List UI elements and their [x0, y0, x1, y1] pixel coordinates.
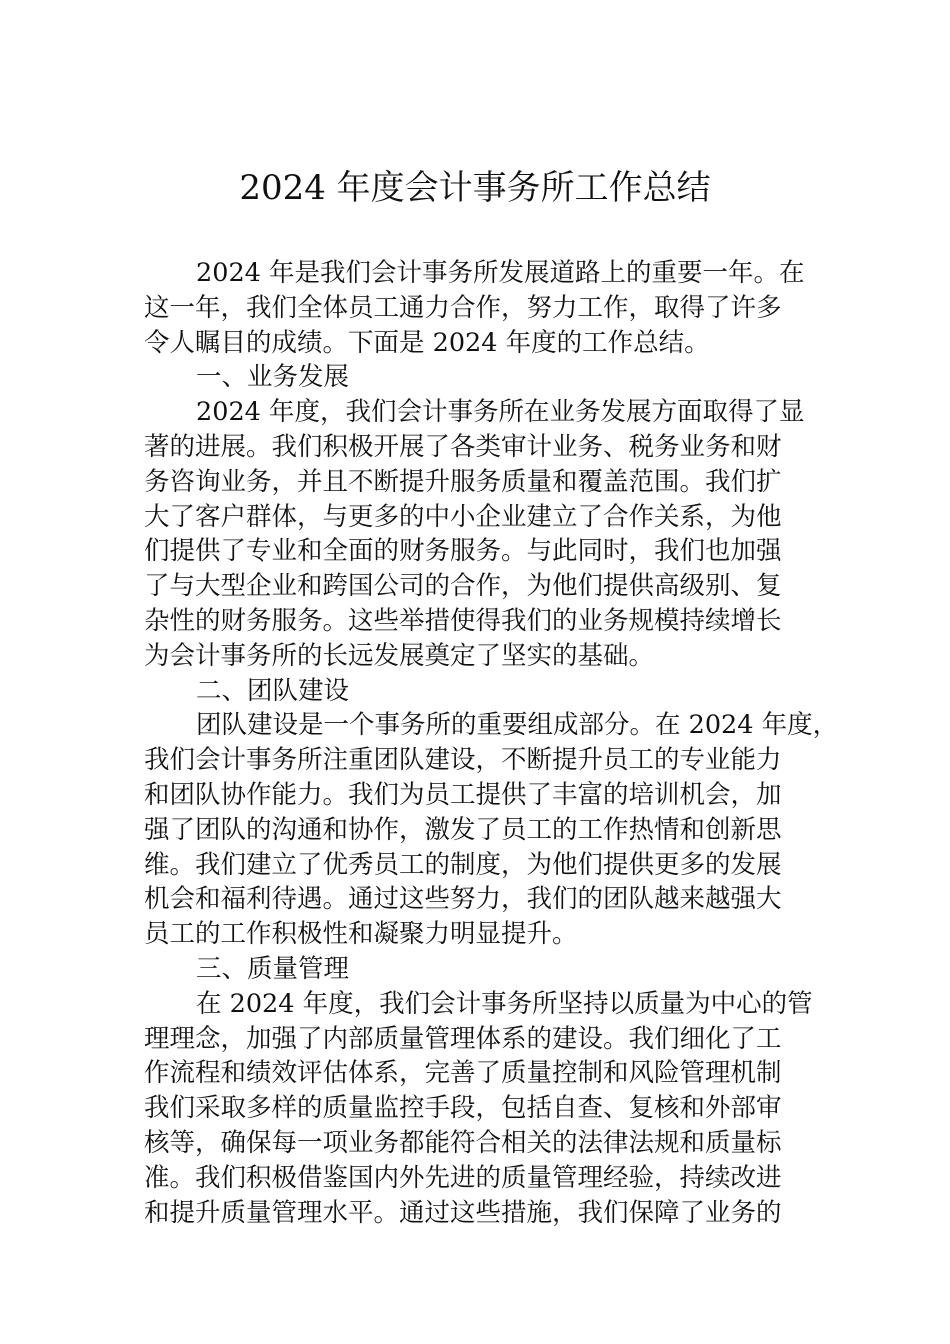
- text-line: 我们会计事务所注重团队建设，不断提升员工的专业能力: [144, 745, 782, 776]
- text-line: 三、质量管理: [196, 953, 350, 984]
- text-line: 核等，确保每一项业务都能符合相关的法律法规和质量标: [144, 1127, 782, 1158]
- text-line: 务咨询业务，并且不断提升服务质量和覆盖范围。我们扩: [144, 466, 782, 497]
- text-line: 维。我们建立了优秀员工的制度，为他们提供更多的发展: [144, 849, 782, 880]
- text-line: 和提升质量管理水平。通过这些措施，我们保障了业务的: [144, 1197, 782, 1228]
- text-line: 了与大型企业和跨国公司的合作，为他们提供高级别、复: [144, 571, 782, 602]
- text-line: 准。我们积极借鉴国内外先进的质量管理经验，持续改进: [144, 1162, 782, 1193]
- text-line: 理理念，加强了内部质量管理体系的建设。我们细化了工: [144, 1023, 782, 1054]
- text-line: 强了团队的沟通和协作，激发了员工的工作热情和创新思: [144, 814, 782, 845]
- text-line: 们提供了专业和全面的财务服务。与此同时，我们也加强: [144, 536, 782, 567]
- text-line: 这一年，我们全体员工通力合作，努力工作，取得了许多: [144, 292, 782, 323]
- text-line: 2024 年是我们会计事务所发展道路上的重要一年。在: [196, 258, 805, 288]
- text-line: 在 2024 年度，我们会计事务所坚持以质量为中心的管: [196, 988, 813, 1019]
- text-line: 2024 年度，我们会计事务所在业务发展方面取得了显: [196, 397, 805, 428]
- text-line: 作流程和绩效评估体系，完善了质量控制和风险管理机制: [144, 1058, 782, 1089]
- text-line: 著的进展。我们积极开展了各类审计业务、税务业务和财: [144, 431, 782, 462]
- text-line: 大了客户群体，与更多的中小企业建立了合作关系，为他: [144, 501, 782, 532]
- document-body: [144, 256, 839, 1230]
- document-title: 2024 年度会计事务所工作总结: [239, 168, 711, 208]
- text-line: 和团队协作能力。我们为员工提供了丰富的培训机会，加: [144, 779, 782, 810]
- text-line: 我们采取多样的质量监控手段，包括自查、复核和外部审: [144, 1093, 782, 1124]
- text-line: 为会计事务所的长远发展奠定了坚实的基础。: [144, 640, 655, 671]
- text-line: 机会和福利待遇。通过这些努力，我们的团队越来越强大: [144, 884, 782, 915]
- text-line: 团队建设是一个事务所的重要组成部分。在 2024 年度，: [196, 710, 839, 741]
- text-line: 二、团队建设: [196, 675, 350, 706]
- text-line: 令人瞩目的成绩。下面是 2024 年度的工作总结。: [144, 327, 710, 358]
- text-line: 杂性的财务服务。这些举措使得我们的业务规模持续增长: [144, 605, 782, 636]
- text-line: 一、业务发展: [196, 362, 350, 393]
- text-line: 员工的工作积极性和凝聚力明显提升。: [144, 919, 578, 950]
